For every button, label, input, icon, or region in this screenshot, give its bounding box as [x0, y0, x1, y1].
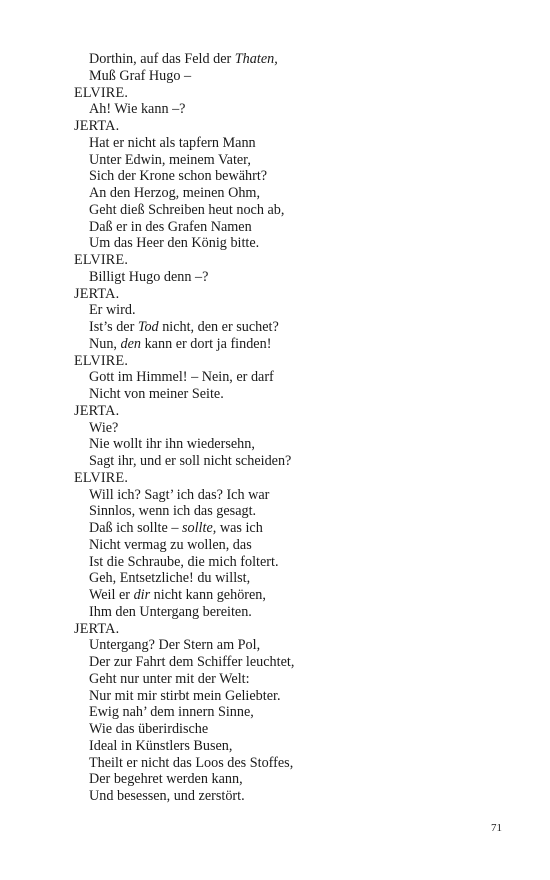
- text-span: Will ich? Sagt’ ich das? Ich war: [89, 486, 270, 503]
- text-span: Geh, Entsetzliche! du willst,: [89, 570, 251, 587]
- text-span: Ihm den Untergang bereiten.: [89, 603, 252, 620]
- text-span: Und besessen, und zerstört.: [89, 788, 245, 804]
- text-span: Sinnlos, wenn ich das gesagt.: [89, 503, 257, 520]
- text-span: JERTA.: [74, 118, 120, 134]
- text-span: ELVIRE.: [74, 469, 129, 486]
- verse-line: [74, 101, 494, 118]
- verse-line: [74, 503, 494, 520]
- text-span: Wie das überirdische: [89, 721, 209, 737]
- text-span: Daß er in des Grafen Namen: [89, 218, 252, 235]
- speaker-name: [74, 252, 494, 269]
- emphasized-text: Tod: [137, 319, 159, 335]
- text-span: kann er dort ja finden!: [141, 335, 272, 352]
- text-span: Nur mit mir stirbt mein Geliebter.: [89, 687, 281, 704]
- emphasized-text: sollte,: [182, 520, 217, 536]
- text-span: Nicht von meiner Seite.: [89, 386, 224, 402]
- text-span: Unter Edwin, meinem Vater,: [89, 151, 251, 168]
- text-span: Ah! Wie kann –?: [89, 101, 186, 118]
- text-span: Er wird.: [89, 302, 136, 319]
- text-span: JERTA.: [74, 285, 120, 302]
- text-span: Hat er nicht als tapfern Mann: [89, 134, 256, 151]
- verse-line: [74, 269, 494, 286]
- verse-line: [74, 336, 494, 353]
- text-span: Ewig nah’ dem innern Sinne,: [89, 704, 254, 721]
- text-span: Ideal in Künstlers Busen,: [89, 737, 233, 754]
- verse-line: [74, 235, 494, 252]
- verse-line: [74, 704, 494, 721]
- text-span: Nicht vermag zu wollen, das: [89, 536, 252, 553]
- verse-line: [74, 302, 494, 319]
- text-span: Wie?: [89, 419, 119, 436]
- verse-line: [74, 554, 494, 571]
- verse-line: [74, 51, 494, 68]
- speaker-name: [74, 470, 494, 487]
- emphasized-text: Thaten,: [234, 51, 278, 67]
- text-span: Der begehret werden kann,: [89, 771, 243, 788]
- text-span: Sich der Krone schon bewährt?: [89, 168, 268, 185]
- text-span: Geht dieß Schreiben heut noch ab,: [89, 201, 285, 218]
- emphasized-text: den: [120, 335, 142, 352]
- verse-line: [74, 654, 494, 671]
- verse-line: [74, 587, 494, 604]
- verse-line: [74, 671, 494, 688]
- text-span: Untergang? Der Stern am Pol,: [89, 637, 261, 654]
- speaker-name: [74, 286, 494, 303]
- verse-line: [74, 420, 494, 437]
- text-span: ELVIRE.: [74, 352, 129, 369]
- text-span: JERTA.: [74, 402, 120, 419]
- text-span: ELVIRE.: [74, 84, 129, 101]
- text-span: JERTA.: [74, 620, 120, 637]
- text-span: Gott im Himmel! – Nein, er darf: [89, 369, 274, 386]
- text-span: Nie wollt ihr ihn wiedersehn,: [89, 436, 255, 453]
- verse-line: [74, 68, 494, 85]
- verse-line: [74, 185, 494, 202]
- verse-line: [74, 788, 494, 805]
- verse-line: [74, 721, 494, 738]
- verse-line: [74, 520, 494, 537]
- text-span: nicht kann gehören,: [150, 587, 266, 603]
- speaker-name: [74, 85, 494, 102]
- text-span: Nun,: [89, 335, 121, 352]
- text-span: Ist die Schraube, die mich foltert.: [89, 553, 279, 570]
- text-span: was ich: [216, 520, 263, 536]
- page-number: 71: [491, 822, 502, 834]
- text-span: Theilt er nicht das Loos des Stoffes,: [89, 754, 294, 771]
- verse-line: [74, 755, 494, 772]
- verse-line: [74, 168, 494, 185]
- verse-line: [74, 152, 494, 169]
- verse-line: [74, 319, 494, 336]
- text-span: Geht nur unter mit der Welt:: [89, 670, 250, 687]
- verse-line: [74, 436, 494, 453]
- verse-line: [74, 202, 494, 219]
- speaker-name: [74, 118, 494, 135]
- verse-line: [74, 386, 494, 403]
- verse-line: [74, 537, 494, 554]
- speaker-name: [74, 621, 494, 638]
- drama-text-body: [74, 51, 494, 805]
- text-span: Ist’s der: [89, 319, 138, 335]
- verse-line: [74, 637, 494, 654]
- text-span: Daß ich sollte –: [89, 520, 182, 536]
- speaker-name: [74, 353, 494, 370]
- emphasized-text: dir: [133, 587, 151, 603]
- text-span: Sagt ihr, und er soll nicht scheiden?: [89, 453, 292, 469]
- verse-line: [74, 135, 494, 152]
- verse-line: [74, 369, 494, 386]
- verse-line: [74, 453, 494, 470]
- text-span: Dorthin, auf das Feld der: [89, 51, 235, 67]
- verse-line: [74, 771, 494, 788]
- verse-line: [74, 604, 494, 621]
- text-span: nicht, den er suchet?: [158, 319, 279, 335]
- text-span: Der zur Fahrt dem Schiffer leuchtet,: [89, 654, 295, 670]
- text-span: Weil er: [89, 587, 134, 603]
- text-span: Um das Heer den König bitte.: [89, 235, 260, 252]
- text-span: Muß Graf Hugo –: [89, 67, 192, 84]
- text-span: Billigt Hugo denn –?: [89, 268, 209, 285]
- verse-line: [74, 688, 494, 705]
- text-span: An den Herzog, meinen Ohm,: [89, 185, 260, 201]
- verse-line: [74, 738, 494, 755]
- verse-line: [74, 487, 494, 504]
- speaker-name: [74, 403, 494, 420]
- verse-line: [74, 570, 494, 587]
- verse-line: [74, 219, 494, 236]
- text-span: ELVIRE.: [74, 252, 129, 268]
